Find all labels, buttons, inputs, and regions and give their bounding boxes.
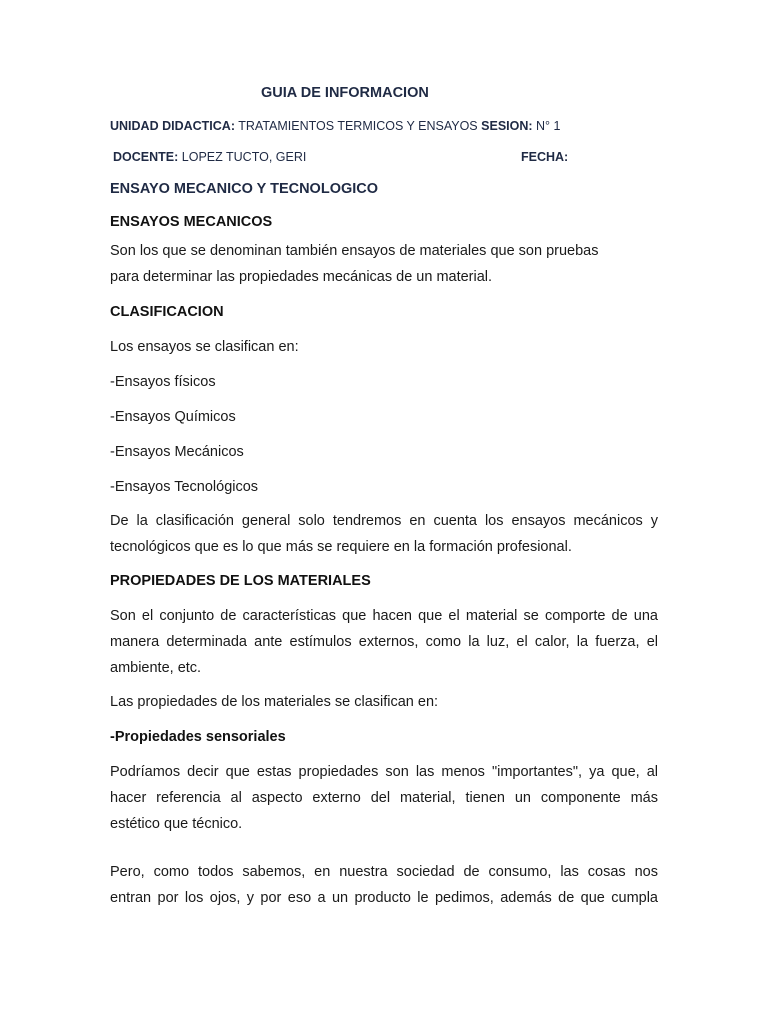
clasificacion-note xyxy=(110,508,658,560)
paragraph-line: Pero, como todos sabemos, en nuestra sociedad de consumo, las cosas nos xyxy=(110,864,658,880)
list-item: -Ensayos físicos xyxy=(110,374,216,390)
paragraph-line: para determinar las propiedades mecánicas de un material. xyxy=(110,269,493,285)
sesion-value: N° 1 xyxy=(536,119,561,133)
propiedades-paragraph xyxy=(110,603,658,681)
paragraph-line: Son el conjunto de características que hacen que el material se comporte de una xyxy=(110,608,658,624)
list-item: -Ensayos Mecánicos xyxy=(110,444,244,460)
sesion-label: SESION: xyxy=(481,119,533,133)
unidad-value: TRATAMIENTOS TERMICOS Y ENSAYOS xyxy=(238,119,478,133)
paragraph-line: ambiente, etc. xyxy=(110,660,202,676)
list-item: -Ensayos Químicos xyxy=(110,409,236,425)
clasificacion-intro: Los ensayos se clasifican en: xyxy=(110,339,299,355)
unidad-line xyxy=(110,119,560,133)
clasificacion-heading: CLASIFICACION xyxy=(110,304,224,320)
ensayos-mecanicos-heading: ENSAYOS MECANICOS xyxy=(110,214,273,230)
paragraph-line: estético que técnico. xyxy=(110,816,243,832)
unidad-label: UNIDAD DIDACTICA: xyxy=(110,119,235,133)
propiedades-intro: Las propiedades de los materiales se clasifican en: xyxy=(110,694,439,710)
docente-label: DOCENTE: xyxy=(113,150,179,164)
paragraph-line: hacer referencia al aspecto externo del material, tienen un componente más xyxy=(110,790,658,806)
paragraph-line: Podríamos decir que estas propiedades son las menos "importantes", ya que, al xyxy=(110,764,658,780)
paragraph-line: De la clasificación general solo tendremos en cuenta los ensayos mecánicos y xyxy=(110,513,658,529)
docente-value: LOPEZ TUCTO, GERI xyxy=(181,150,307,164)
propiedades-heading: PROPIEDADES DE LOS MATERIALES xyxy=(110,573,371,589)
ensayos-mecanicos-paragraph xyxy=(110,238,658,290)
fecha-field xyxy=(521,150,568,164)
paragraph-line: Son los que se denominan también ensayos de materiales que son pruebas xyxy=(110,243,599,259)
paragraph-line: entran por los ojos, y por eso a un producto le pedimos, además de que cumpla xyxy=(110,890,658,906)
sensoriales-paragraph xyxy=(110,759,658,837)
document-title: GUIA DE INFORMACION xyxy=(261,85,429,101)
sensoriales-heading: -Propiedades sensoriales xyxy=(110,729,286,745)
main-heading: ENSAYO MECANICO Y TECNOLOGICO xyxy=(110,181,379,197)
list-item: -Ensayos Tecnológicos xyxy=(110,479,259,495)
consumo-paragraph xyxy=(110,859,658,911)
fecha-label: FECHA: xyxy=(521,150,569,164)
paragraph-line: tecnológicos que es lo que más se requiere en la formación profesional. xyxy=(110,539,572,555)
docente-line xyxy=(113,150,306,164)
paragraph-line: manera determinada ante estímulos externos, como la luz, el calor, la fuerza, el xyxy=(110,634,658,650)
